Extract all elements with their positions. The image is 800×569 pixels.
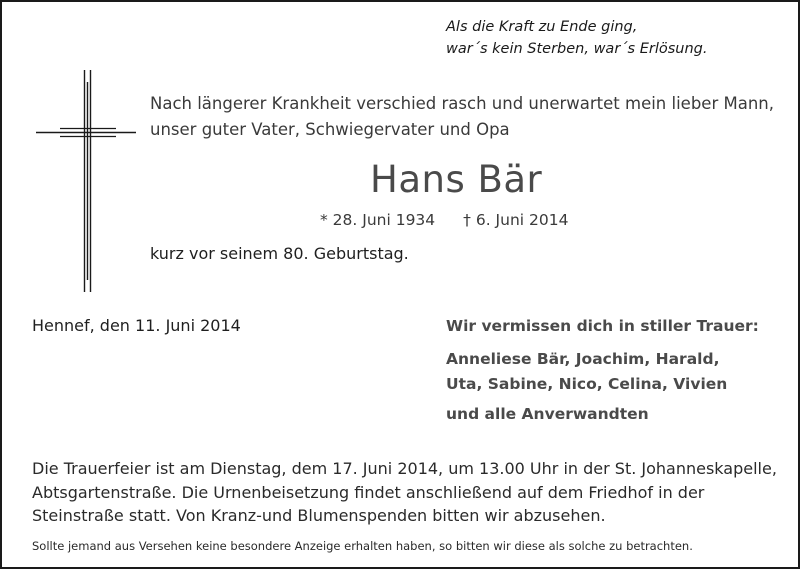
- intro-line-2: unser guter Vater, Schwiegervater und Opa: [150, 120, 510, 139]
- mourners-names-line-2: Uta, Sabine, Nico, Celina, Vivien: [446, 375, 728, 393]
- intro-text: [150, 91, 774, 143]
- birth-date: * 28. Juni 1934: [320, 211, 436, 229]
- service-line-3: Steinstraße statt. Von Kranz-und Blumenspenden bitten wir abzusehen.: [32, 506, 606, 525]
- place-date: Hennef, den 11. Juni 2014: [32, 316, 241, 335]
- mourners-heading: Wir vermissen dich in stiller Trauer:: [446, 317, 759, 335]
- motto: [446, 16, 707, 60]
- cross-icon: [32, 70, 140, 292]
- service-line-2: Abtsgartenstraße. Die Urnenbeisetzung findet anschließend auf dem Friedhof in der: [32, 482, 705, 502]
- birthday-note: kurz vor seinem 80. Geburtstag.: [150, 244, 409, 263]
- motto-line-2: war´s kein Sterben, war´s Erlösung.: [446, 41, 708, 57]
- service-line-1: Die Trauerfeier ist am Dienstag, dem 17. Juni 2014, um 13.00 Uhr in der St. Johanneskapelle,: [32, 459, 777, 478]
- death-date: † 6. Juni 2014: [463, 211, 569, 229]
- mourners-names-line-1: Anneliese Bär, Joachim, Harald,: [446, 350, 720, 368]
- life-dates: [320, 211, 568, 229]
- intro-line-1: Nach längerer Krankheit verschied rasch und unerwartet mein lieber Mann,: [150, 94, 774, 113]
- service-info: [32, 457, 777, 528]
- motto-line-1: Als die Kraft zu Ende ging,: [446, 19, 638, 35]
- deceased-name: Hans Bär: [370, 158, 543, 201]
- mourners-names: [446, 347, 759, 397]
- footnote: Sollte jemand aus Versehen keine besondere Anzeige erhalten haben, so bitten wir diese als solche zu betrachten.: [32, 539, 693, 553]
- mourners-block: [446, 317, 759, 423]
- mourners-relatives: und alle Anverwandten: [446, 405, 649, 423]
